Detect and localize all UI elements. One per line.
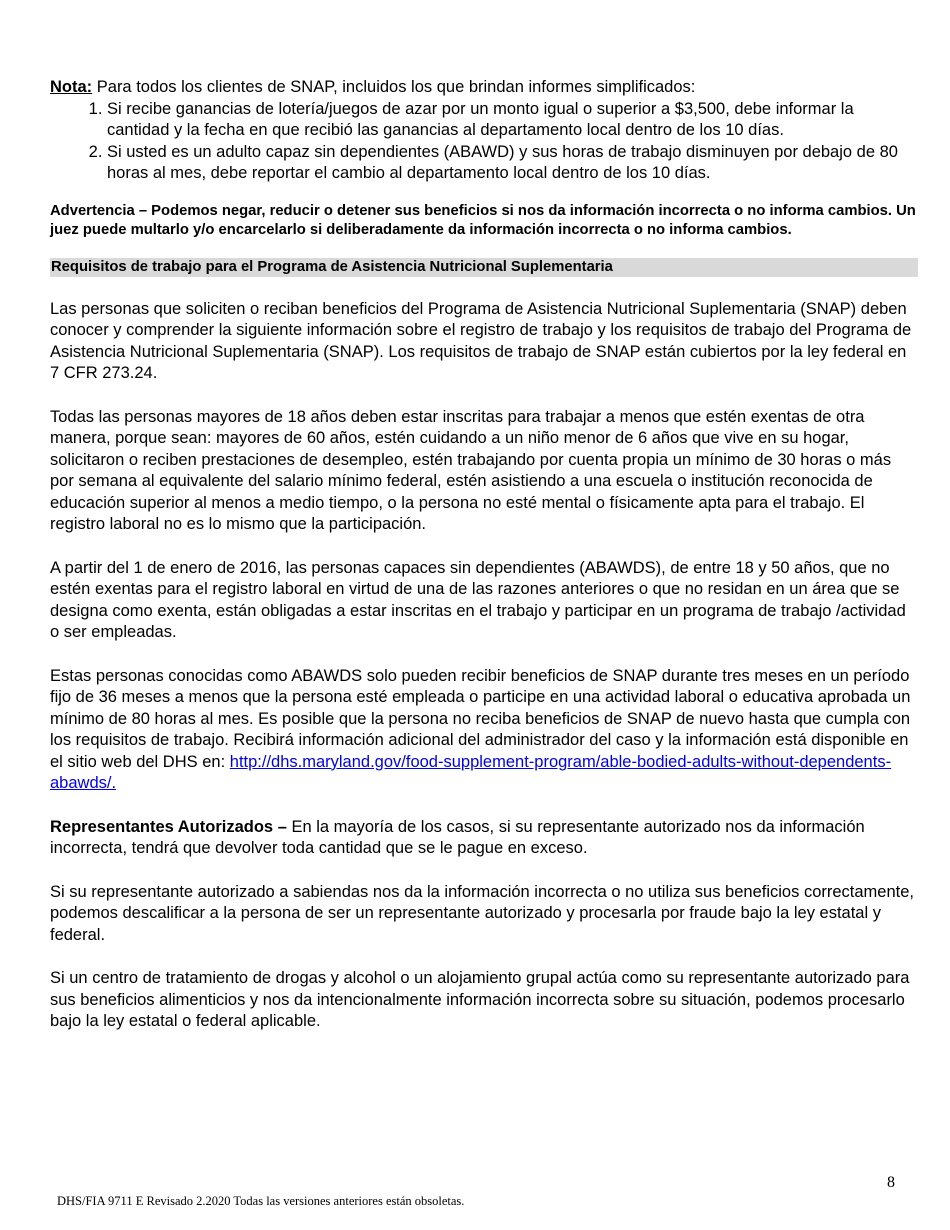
abawds-limits-text: Estas personas conocidas como ABAWDS solo pueden recibir beneficios de SNAP durante tres meses en un período fijo de 36 meses a menos que la persona esté empleada o participe en una actividad laboral o educativa aprobada un mínimo de 80 horas al mes. Es posible que la persona no reciba beneficios de SNAP de nuevo hasta que cumpla con los requisitos de trabajo. Recibirá información adicional del administrador del caso y la información está disponible en el sitio web del DHS en: bbox=[50, 666, 911, 771]
nota-intro: Para todos los clientes de SNAP, incluidos los que brindan informes simplificados: bbox=[92, 78, 696, 96]
page-number: 8 bbox=[887, 1174, 895, 1191]
nota-label: Nota: bbox=[50, 78, 93, 96]
fraud-paragraph: Si su representante autorizado a sabiendas nos da la información incorrecta o no utiliza sus beneficios correctamente, podemos descalificar a la persona de ser un representante autorizado y procesarla por fraude bajo la ley estatal y federal. bbox=[50, 882, 914, 944]
abawds-paragraph: A partir del 1 de enero de 2016, las personas capaces sin dependientes (ABAWDS), de entre 18 y 50 años, que no estén exentas para el registro laboral en virtud de una de las razones anteriores o que no residan en un área que se designa como exenta, están obligadas a estar inscritas en el trabajo y participar en un programa de trabajo /actividad o ser empleadas. bbox=[50, 558, 906, 641]
authorized-reps-text: En la mayoría de los casos, si su representante autorizado nos da información incorrecta, tendrá que devolver toda cantidad que se le pague en exceso. bbox=[50, 817, 865, 857]
authorized-reps-label: Representantes Autorizados – bbox=[50, 817, 287, 836]
treatment-center-paragraph: Si un centro de tratamiento de drogas y alcohol o un alojamiento grupal actúa como su representante autorizado para sus beneficios alimenticios y nos da intencionalmente información incorrecta sobre su situación, podemos procesarlo bajo la ley estatal o federal aplicable. bbox=[50, 969, 910, 1030]
authorized-reps-paragraph bbox=[50, 817, 918, 860]
registration-paragraph: Todas las personas mayores de 18 años deben estar inscritas para trabajar a menos que estén exentas de otra manera, porque sean: mayores de 60 años, estén cuidando a un niño menor de 6 años que vive en su hogar, solicitaron o reciben prestaciones de desempleo, estén trabajando por cuenta propia un mínimo de 30 horas o más por semana al equivalente del salario mínimo federal, estén asistiendo a una escuela o institución reconocida de educación superior al menos a medio tiempo, o la persona no esté mental o físicamente apta para el trabajo. El registro laboral no es lo mismo que la participación. bbox=[50, 407, 892, 533]
dhs-website-link[interactable]: http://dhs.maryland.gov/food-supplement-program/able-bodied-adults-without-dependents-abawds/. bbox=[50, 752, 892, 792]
section-heading: Requisitos de trabajo para el Programa de Asistencia Nutricional Suplementaria bbox=[50, 258, 918, 277]
nota-item-2: 2. Si usted es un adulto capaz sin dependientes (ABAWD) y sus horas de trabajo disminuyen por debajo de 80 horas al mes, debe reportar el cambio al departamento local dentro de los 10 días. bbox=[107, 142, 918, 185]
nota-paragraph bbox=[50, 77, 918, 99]
nota-list bbox=[50, 99, 918, 185]
warning-paragraph: Advertencia – Podemos negar, reducir o detener sus beneficios si nos da información incorrecta o no informa cambios. Un juez puede multarlo y/o encarcelarlo si deliberadamente da información incorrecta o no informa cambios. bbox=[50, 202, 916, 238]
work-requirements-paragraph: Las personas que soliciten o reciban beneficios del Programa de Asistencia Nutricional Suplementaria (SNAP) deben conocer y comprender la siguiente información sobre el registro de trabajo y los requisitos de trabajo del Programa de Asistencia Nutricional Suplementaria (SNAP). Los requisitos de trabajo de SNAP están cubiertos por la ley federal en 7 CFR 273.24. bbox=[50, 299, 912, 382]
nota-item-1: 1. Si recibe ganancias de lotería/juegos de azar por un monto igual o superior a $3,500, debe informar la cantidad y la fecha en que recibió las ganancias al departamento local dentro de los 10 días. bbox=[107, 99, 918, 142]
document-page bbox=[50, 77, 918, 1033]
abawds-limits-paragraph bbox=[50, 666, 918, 795]
footer-text: DHS/FIA 9711 E Revisado 2.2020 Todas las versiones anteriores están obsoletas. bbox=[57, 1194, 465, 1208]
